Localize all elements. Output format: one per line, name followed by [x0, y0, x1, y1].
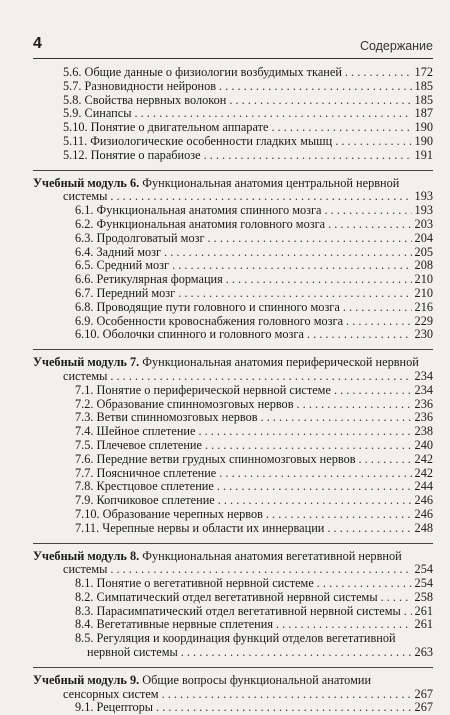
toc-entry — [33, 246, 433, 260]
toc-entry-page: 246 — [414, 506, 433, 521]
toc-entry-title: 7.6. Передние ветви грудных спинномозговых нервов — [75, 451, 356, 466]
module-title: Функциональная анатомия вегетативной нервной — [142, 548, 402, 563]
toc-entry-title: 7.3. Ветви спинномозговых нервов — [75, 410, 258, 425]
toc-entry — [33, 66, 433, 80]
dot-leader — [334, 384, 412, 398]
toc-entry-title: 6.2. Функциональная анатомия головного мозга — [75, 216, 326, 231]
toc-entry-page: 185 — [414, 78, 433, 93]
toc-entry-title: 8.1. Понятие о вегетативной нервной системе — [75, 576, 314, 591]
dot-leader — [317, 577, 412, 591]
toc-entry — [33, 398, 433, 412]
toc-entry-title: 7.11. Черепные нервы и области их иннервации — [75, 520, 325, 535]
module-heading — [33, 177, 433, 191]
toc-entry-page: 236 — [414, 410, 433, 425]
section-divider — [33, 667, 433, 668]
module-title: Функциональная анатомия центральной нервной — [142, 175, 400, 190]
toc-entry-title: 7.9. Копчиковое сплетение — [75, 493, 215, 508]
toc-entry-page: 248 — [414, 520, 433, 535]
dot-leader — [359, 453, 412, 467]
dot-leader — [324, 204, 411, 218]
toc-entry-title: 6.10. Оболочки спинного и головного мозга — [75, 327, 304, 342]
toc-entry-continuation — [33, 646, 433, 660]
dot-leader — [181, 646, 412, 660]
dot-leader — [110, 190, 411, 204]
dot-leader — [226, 273, 412, 287]
toc-entry-title: 8.4. Вегетативные нервные сплетения — [75, 617, 273, 632]
toc-entry-page: 238 — [414, 424, 433, 439]
dot-leader — [218, 494, 412, 508]
module-label: Учебный модуль 8. — [33, 548, 140, 563]
page-number: 4 — [33, 35, 42, 52]
toc-entry — [33, 301, 433, 315]
module-page-number: 267 — [414, 686, 433, 701]
toc-entry — [33, 453, 433, 467]
toc-entry-title: 9.1. Рецепторы — [75, 700, 154, 715]
dot-leader — [208, 232, 412, 246]
toc-entry-page: 205 — [414, 244, 433, 259]
dot-leader — [327, 522, 411, 536]
dot-leader — [343, 301, 412, 315]
toc-entry — [33, 480, 433, 494]
dot-leader — [307, 328, 412, 342]
toc-entry-title: 6.7. Передний мозг — [75, 285, 176, 300]
dot-leader — [266, 508, 412, 522]
toc-entry — [33, 632, 433, 646]
toc-entry — [33, 135, 433, 149]
module-heading-continuation — [33, 370, 433, 384]
toc-entry — [33, 411, 433, 425]
toc-entry-page: 263 — [414, 645, 433, 660]
toc-entry-title: 5.12. Понятие о парабиозе — [63, 147, 201, 162]
toc-entry — [33, 107, 433, 121]
toc-entry-title: 5.6. Общие данные о физиологии возбудимых тканей — [63, 65, 342, 79]
dot-leader — [178, 287, 411, 301]
toc-entry — [33, 591, 433, 605]
toc-entry — [33, 149, 433, 163]
dot-leader — [297, 398, 412, 412]
toc-entry — [33, 121, 433, 135]
section-divider — [33, 349, 433, 350]
running-header-title: Содержание — [359, 39, 433, 53]
module-label: Учебный модуль 7. — [33, 355, 140, 370]
toc-entry — [33, 218, 433, 232]
toc-entry-page: 244 — [414, 479, 433, 494]
toc-entry-page: 240 — [414, 437, 433, 452]
toc-entry — [33, 204, 433, 218]
toc-entry-title: 7.8. Крестцовое сплетение — [75, 479, 214, 494]
section-divider — [33, 543, 433, 544]
toc-entry-title: 6.3. Продолговатый мозг — [75, 230, 205, 245]
toc-entry-page: 242 — [414, 465, 433, 480]
toc-entry-title: 6.1. Функциональная анатомия спинного мозга — [75, 203, 322, 218]
toc-entry — [33, 522, 433, 536]
toc-entry — [33, 273, 433, 287]
dot-leader — [345, 66, 412, 80]
toc-entry-page: 234 — [414, 382, 433, 397]
toc-entry-title: 6.9. Особенности кровоснабжения головного мозга — [75, 313, 344, 328]
toc-entry-page: 187 — [414, 106, 433, 121]
toc-entry-page: 208 — [414, 258, 433, 273]
toc-entry-title-cont: нервной системы — [87, 645, 178, 660]
toc-entry — [33, 425, 433, 439]
toc-entry-title: 5.11. Физиологические особенности гладких мышц — [63, 133, 333, 148]
dot-leader — [261, 411, 412, 425]
toc-entry-page: 172 — [414, 65, 433, 79]
toc-entry — [33, 232, 433, 246]
dot-leader — [172, 259, 411, 273]
module-heading-continuation — [33, 563, 433, 577]
toc-entry — [33, 508, 433, 522]
toc-entry-title: 5.9. Синапсы — [63, 106, 132, 121]
toc-entry — [33, 467, 433, 481]
toc-entry-title: 8.3. Парасимпатический отдел вегетативной нервной системы — [75, 603, 401, 618]
toc-entry-title: 8.5. Регуляция и координация функций отделов вегетативной — [75, 631, 396, 646]
toc-section — [33, 543, 433, 660]
toc-entry — [33, 80, 433, 94]
toc-entry-page: 258 — [414, 589, 433, 604]
toc-entry-page: 242 — [414, 451, 433, 466]
toc-entry-page: 267 — [414, 700, 433, 715]
dot-leader — [217, 480, 412, 494]
module-heading — [33, 550, 433, 564]
toc-entry — [33, 439, 433, 453]
toc-section — [33, 667, 433, 715]
toc-entry-title: 8.2. Симпатический отдел вегетативной нервной системы — [75, 589, 378, 604]
module-title: Общие вопросы функциональной анатомии — [142, 672, 372, 687]
toc-section — [33, 170, 433, 343]
toc-entry-title: 5.8. Свойства нервных волокон — [63, 92, 227, 107]
toc-entry — [33, 315, 433, 329]
dot-leader — [381, 591, 412, 605]
dot-leader — [219, 80, 412, 94]
dot-leader — [156, 701, 412, 715]
toc-entry — [33, 287, 433, 301]
table-of-contents — [33, 66, 433, 715]
dot-leader — [404, 605, 412, 619]
toc-entry-page: 185 — [414, 92, 433, 107]
section-divider — [33, 170, 433, 171]
toc-entry-title: 7.7. Поясничное сплетение — [75, 465, 217, 480]
toc-entry — [33, 577, 433, 591]
toc-entry-page: 230 — [414, 327, 433, 342]
toc-entry-page: 210 — [414, 285, 433, 300]
toc-entry-title: 7.4. Шейное сплетение — [75, 424, 196, 439]
toc-entry-title: 7.1. Понятие о периферической нервной системе — [75, 382, 331, 397]
toc-entry-title: 7.10. Образование черепных нервов — [75, 506, 263, 521]
toc-entry-title: 6.5. Средний мозг — [75, 258, 170, 273]
module-label: Учебный модуль 9. — [33, 672, 140, 687]
toc-entry-title: 7.2. Образование спинномозговых нервов — [75, 396, 294, 411]
toc-entry-page: 261 — [414, 603, 433, 618]
toc-entry-page: 210 — [414, 272, 433, 287]
toc-entry-title: 6.6. Ретикулярная формация — [75, 272, 223, 287]
toc-entry-title: 5.7. Разновидности нейронов — [63, 78, 217, 93]
module-title: Функциональная анатомия периферической нервной — [142, 355, 419, 370]
dot-leader — [276, 618, 412, 632]
toc-entry-page: 216 — [414, 299, 433, 314]
toc-entry-page: 203 — [414, 216, 433, 231]
dot-leader — [110, 370, 411, 384]
dot-leader — [198, 425, 411, 439]
dot-leader — [229, 94, 411, 108]
toc-entry-page: 204 — [414, 230, 433, 245]
module-title-line2: системы — [63, 368, 108, 383]
module-heading — [33, 674, 433, 688]
dot-leader — [164, 246, 412, 260]
dot-leader — [328, 218, 411, 232]
toc-entry-page: 193 — [414, 203, 433, 218]
dot-leader — [205, 439, 412, 453]
toc-section — [33, 349, 433, 535]
toc-entry — [33, 701, 433, 715]
toc-entry-page: 254 — [414, 576, 433, 591]
dot-leader — [346, 315, 412, 329]
toc-entry-title: 5.10. Понятие о двигательном аппарате — [63, 120, 269, 135]
toc-entry-page: 236 — [414, 396, 433, 411]
dot-leader — [271, 121, 411, 135]
dot-leader — [335, 135, 411, 149]
dot-leader — [110, 563, 411, 577]
toc-entry — [33, 494, 433, 508]
dot-leader — [219, 467, 411, 481]
toc-entry — [33, 328, 433, 342]
toc-entry-title: 6.4. Задний мозг — [75, 244, 162, 259]
toc-entry-title: 6.8. Проводящие пути головного и спинного мозга — [75, 299, 340, 314]
module-heading-continuation — [33, 190, 433, 204]
toc-entry — [33, 384, 433, 398]
toc-entry-title: 7.5. Плечевое сплетение — [75, 437, 202, 452]
toc-entry-page: 190 — [414, 133, 433, 148]
module-label: Учебный модуль 6. — [33, 175, 140, 190]
toc-entry — [33, 94, 433, 108]
running-header — [33, 35, 433, 59]
module-title-line2: системы — [63, 562, 108, 577]
dot-leader — [204, 149, 412, 163]
dot-leader — [134, 107, 411, 121]
toc-entry-page: 191 — [414, 147, 433, 162]
toc-entry — [33, 618, 433, 632]
toc-entry-page: 229 — [414, 313, 433, 328]
toc-entry-page: 190 — [414, 120, 433, 135]
module-page-number: 234 — [414, 368, 433, 383]
module-title-line2: сенсорных систем — [63, 686, 159, 701]
module-page-number: 193 — [414, 189, 433, 204]
toc-entry — [33, 605, 433, 619]
toc-entry — [33, 259, 433, 273]
module-page-number: 254 — [414, 562, 433, 577]
module-title-line2: системы — [63, 189, 108, 204]
module-heading — [33, 356, 433, 370]
toc-section — [33, 66, 433, 163]
toc-entry-page: 261 — [414, 617, 433, 632]
toc-entry-page: 246 — [414, 493, 433, 508]
